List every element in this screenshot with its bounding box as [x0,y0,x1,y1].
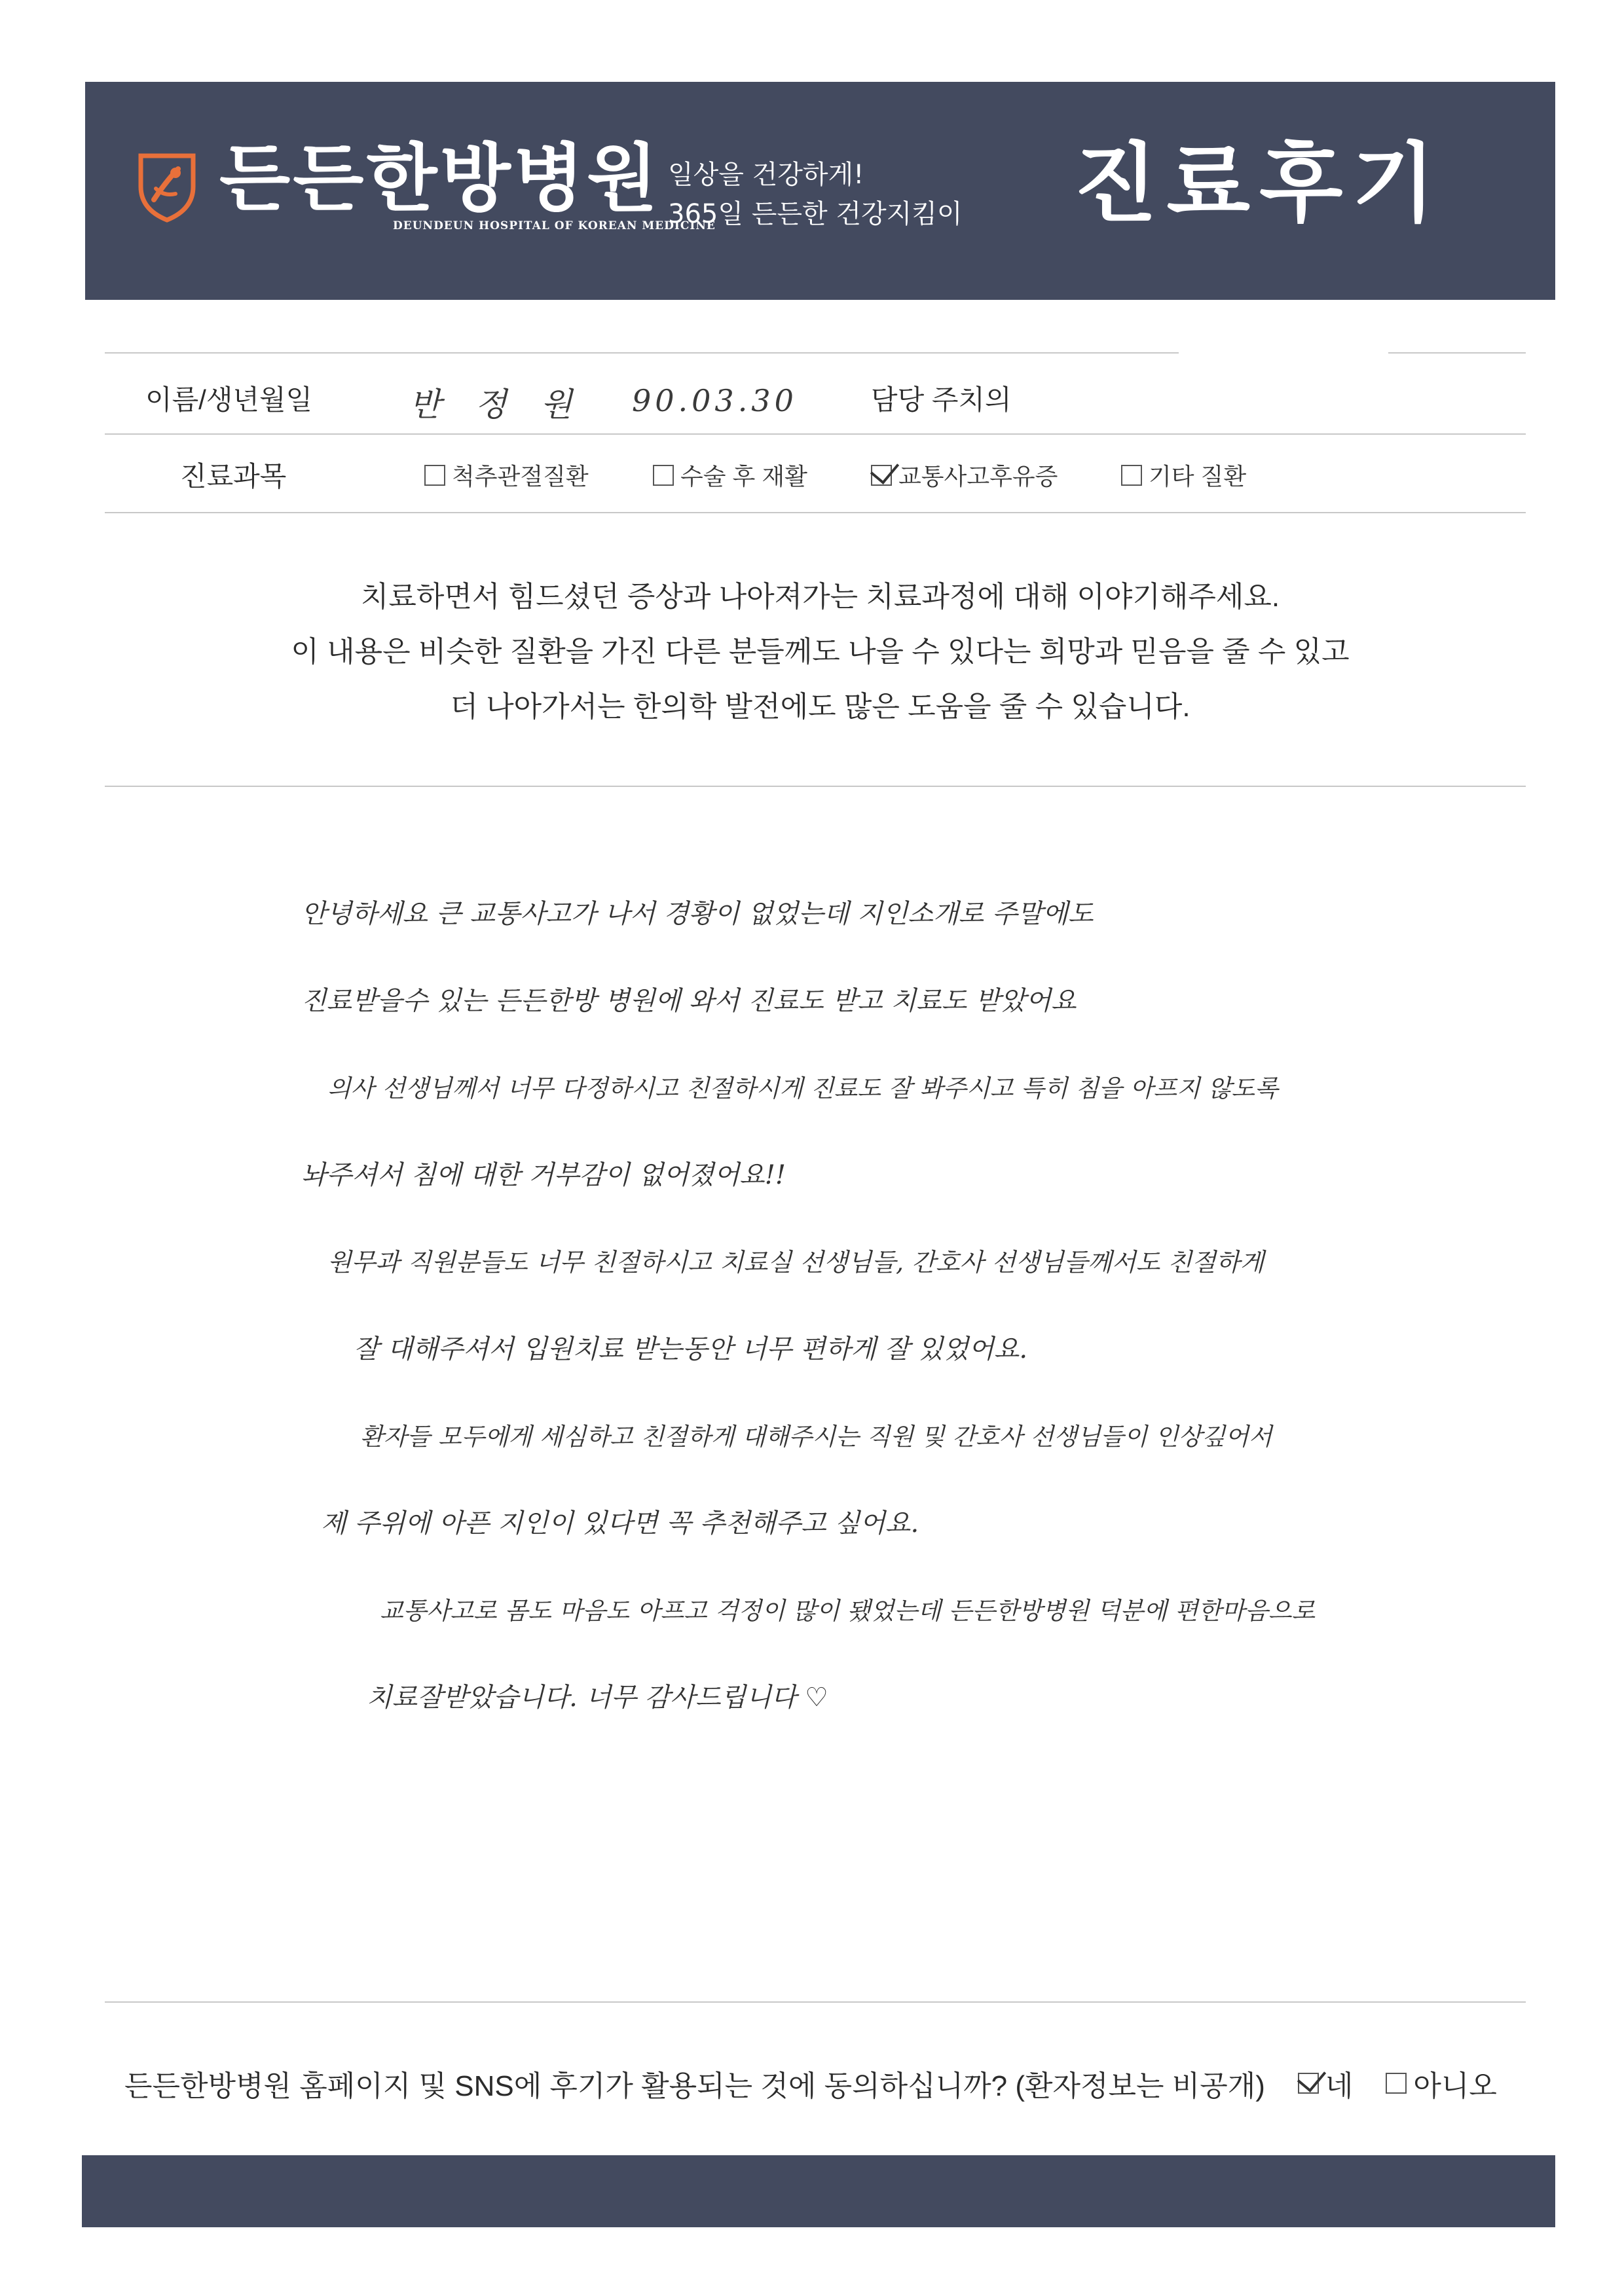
instruction-line-2: 이 내용은 비슷한 질환을 가진 다른 분들께도 나을 수 있다는 희망과 믿음을 줄 수 있고 [291,636,1350,668]
consent-yes[interactable] [1298,2062,1354,2104]
review-line: 놔주셔서 침에 대한 거부감이 없어졌어요!! [301,1160,786,1190]
divider [105,433,1526,435]
footer-bar [82,2155,1555,2227]
checkbox[interactable] [1121,465,1142,486]
document-title: 진료후기 [1074,134,1445,234]
divider [1388,352,1526,354]
review-line: 진료받을수 있는 든든한방 병원에 와서 진료도 받고 치료도 받았어요 [301,986,1077,1016]
slogan-line-2: 365일 든든한 건강지킴이 [668,199,963,229]
review-line: 교통사고로 몸도 마음도 아프고 걱정이 많이 됐었는데 든든한방병원 덕분에 편한마음으로 [380,1597,1316,1625]
name-birth-label: 이름/생년월일 [145,384,313,415]
checkbox[interactable] [653,465,674,486]
instruction-line-1: 치료하면서 힘드셨던 증상과 나아져가는 치료과정에 대해 이야기해주세요. [360,581,1280,613]
checkbox[interactable] [1386,2073,1407,2094]
handwritten-review [288,871,1532,1741]
consent-no-label: 아니오 [1413,2070,1497,2102]
consent-question: 든든한방병원 홈페이지 및 SNS에 후기가 활용되는 것에 동의하십니까? (환자정보는 비공개) [124,2070,1265,2102]
hospital-english-name: DEUNDEUN HOSPITAL OF KOREAN MEDICINE [393,219,716,232]
instruction-line-3: 더 나아가서는 한의학 발전에도 많은 도움을 줄 수 있습니다. [450,691,1190,723]
review-line: 안녕하세요 큰 교통사고가 나서 경황이 없었는데 지인소개로 주말에도 [301,899,1094,929]
option-post-surgery-rehab[interactable] [653,458,807,492]
consent-yes-label: 네 [1325,2070,1354,2102]
patient-name-handwritten: 반 정 원 [409,386,584,424]
slogan-line-1: 일상을 건강하게! [668,160,864,190]
option-label: 기타 질환 [1149,463,1247,490]
divider [105,512,1526,513]
option-other-disease[interactable] [1121,458,1246,492]
divider [105,2001,1526,2003]
review-line: 잘 대해주셔서 입원치료 받는동안 너무 편하게 잘 있었어요. [354,1334,1028,1364]
review-line: 제 주위에 아픈 지인이 있다면 꼭 추천해주고 싶어요. [321,1508,919,1539]
review-line: 의사 선생님께서 너무 다정하시고 친절하시게 진료도 잘 봐주시고 특히 침을 아프지 않도록 [327,1074,1278,1102]
instructions [85,570,1555,735]
review-line: 치료잘받았습니다. 너무 감사드립니다 ♡ [367,1683,828,1713]
consent-no[interactable] [1386,2062,1497,2104]
hospital-brand-name: 든든한방병원 [219,136,661,221]
birth-date-handwritten: 90.03.30 [632,383,798,418]
divider [105,786,1526,787]
option-spine-joint[interactable] [424,458,589,492]
checkbox[interactable] [424,465,445,486]
consent-row [124,2062,1497,2104]
department-label: 진료과목 [180,461,287,492]
slogan [668,155,963,234]
divider [105,352,1179,354]
option-label: 척추관절질환 [452,463,589,490]
checkbox-checked[interactable] [871,465,892,486]
option-label: 교통사고후유증 [898,463,1058,490]
review-line: 원무과 직원분들도 너무 친절하시고 치료실 선생님들, 간호사 선생님들께서도 친절하게 [327,1248,1264,1277]
doctor-label: 담당 주치의 [871,384,1012,415]
review-line: 환자들 모두에게 세심하고 친절하게 대해주시는 직원 및 간호사 선생님들이 인상깊어서 [360,1423,1272,1451]
checkbox-checked[interactable] [1298,2073,1319,2094]
header-banner [85,82,1555,300]
option-label: 수술 후 재활 [680,463,807,490]
option-traffic-accident[interactable] [871,458,1058,492]
shield-logo-icon [138,151,196,223]
